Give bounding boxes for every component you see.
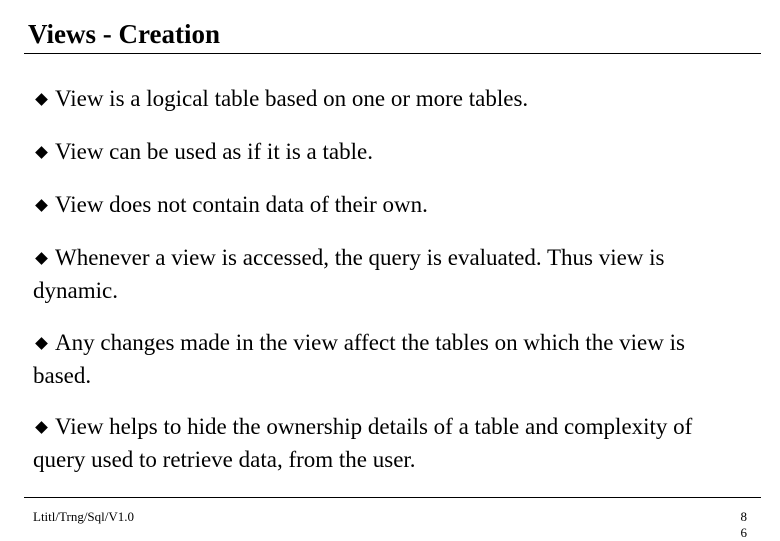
- page-number: 86: [740, 509, 747, 540]
- bullet-text: Whenever a view is accessed, the query is evaluated. Thus view is dynamic.: [33, 245, 665, 303]
- slide-title: Views - Creation: [28, 19, 220, 49]
- diamond-bullet-icon: [35, 337, 48, 350]
- footer-reference: Ltitl/Trng/Sql/V1.0: [33, 509, 135, 524]
- bullet-text: View helps to hide the ownership details of a table and complexity of query used to retrieve data, from the user.: [33, 414, 693, 472]
- bullet-text: View is a logical table based on one or more tables.: [55, 86, 529, 111]
- diamond-bullet-icon: [35, 93, 48, 106]
- bullet-item: [33, 326, 748, 392]
- diamond-bullet-icon: [35, 252, 48, 265]
- bullet-item: [33, 410, 748, 476]
- footer-divider: [24, 497, 761, 498]
- bullet-item: [33, 241, 748, 307]
- bullet-item: [33, 188, 748, 221]
- bullet-item: [33, 82, 748, 115]
- diamond-bullet-icon: [35, 146, 48, 159]
- bullet-text: Any changes made in the view affect the tables on which the view is based.: [33, 330, 685, 388]
- bullet-text: View can be used as if it is a table.: [55, 139, 373, 164]
- diamond-bullet-icon: [35, 421, 48, 434]
- diamond-bullet-icon: [35, 199, 48, 212]
- bullet-item: [33, 135, 748, 168]
- bullet-text: View does not contain data of their own.: [55, 192, 428, 217]
